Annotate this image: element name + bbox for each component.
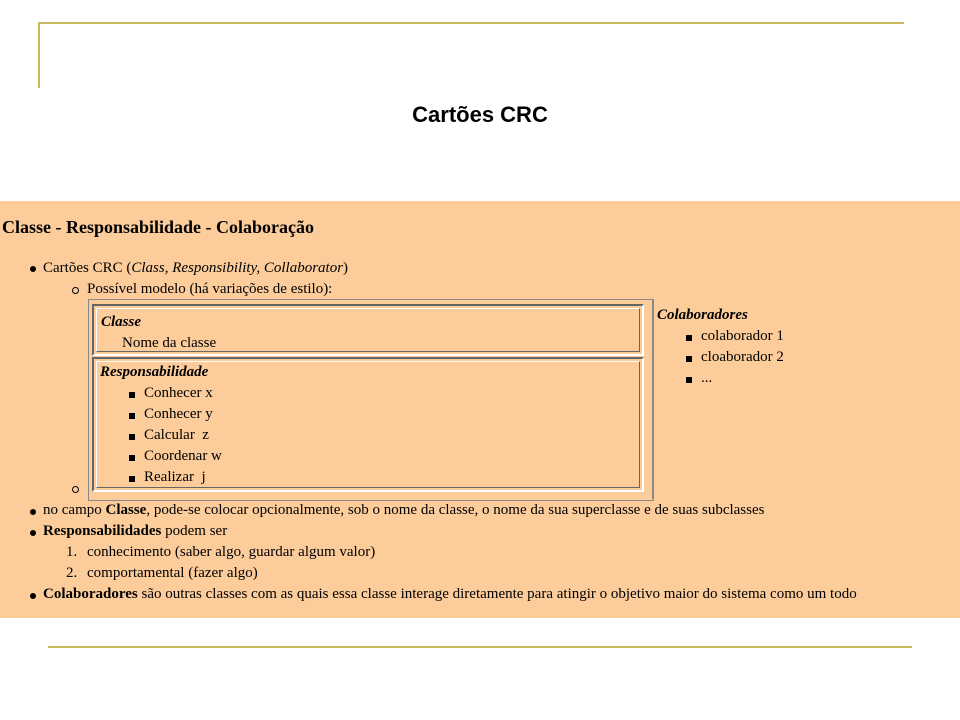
bullet-icon bbox=[30, 530, 36, 536]
list-item-text: conhecimento (saber algo, guardar algum valor) bbox=[87, 544, 376, 560]
circle-bullet-icon bbox=[72, 486, 79, 493]
square-bullet-icon bbox=[129, 455, 135, 461]
square-bullet-icon bbox=[686, 377, 692, 383]
slide-title: Cartões CRC bbox=[412, 102, 548, 127]
panel-heading: Classe - Responsabilidade - Colaboração bbox=[2, 217, 315, 237]
collaborator-item: ... bbox=[701, 370, 713, 386]
bullet-icon bbox=[30, 509, 36, 515]
card-separator bbox=[652, 299, 654, 499]
class-title: Classe bbox=[101, 314, 142, 330]
responsibility-item: Conhecer x bbox=[144, 385, 213, 401]
list-number: 2. bbox=[66, 565, 78, 581]
decorative-top-line bbox=[40, 22, 904, 24]
subitem-text: Possível modelo (há variações de estilo): bbox=[87, 281, 333, 297]
responsibility-title: Responsabilidade bbox=[100, 364, 209, 380]
list-number: 1. bbox=[66, 544, 78, 560]
note-responsabilidades: Responsabilidades podem ser bbox=[43, 523, 228, 539]
responsibility-item: Calcular z bbox=[144, 427, 209, 443]
bullet-icon bbox=[30, 593, 36, 599]
circle-bullet-icon bbox=[72, 287, 79, 294]
content-panel bbox=[0, 201, 960, 618]
collaborator-item: cloaborador 2 bbox=[701, 349, 784, 365]
list-item-text: comportamental (fazer algo) bbox=[87, 565, 258, 581]
square-bullet-icon bbox=[129, 434, 135, 440]
note-colaboradores: Colaboradores são outras classes com as quais essa classe interage diretamente para atingir o objetivo maior do sistema como um todo bbox=[43, 586, 857, 602]
collaborators-title: Colaboradores bbox=[657, 307, 748, 323]
intro-line: Cartões CRC (Class, Responsibility, Collaborator) bbox=[43, 260, 349, 276]
square-bullet-icon bbox=[686, 335, 692, 341]
decorative-bottom-line bbox=[48, 646, 912, 648]
responsibility-item: Conhecer y bbox=[144, 406, 213, 422]
decorative-left-line bbox=[38, 22, 40, 88]
collaborator-item: colaborador 1 bbox=[701, 328, 784, 344]
class-name: Nome da classe bbox=[122, 335, 217, 351]
responsibility-item: Realizar j bbox=[144, 469, 206, 485]
note-classe: no campo Classe, pode-se colocar opcionalmente, sob o nome da classe, o nome da sua superclasse e de suas subclasses bbox=[43, 502, 765, 518]
square-bullet-icon bbox=[129, 413, 135, 419]
square-bullet-icon bbox=[129, 392, 135, 398]
bullet-icon bbox=[30, 266, 36, 272]
square-bullet-icon bbox=[686, 356, 692, 362]
square-bullet-icon bbox=[129, 476, 135, 482]
responsibility-item: Coordenar w bbox=[144, 448, 222, 464]
